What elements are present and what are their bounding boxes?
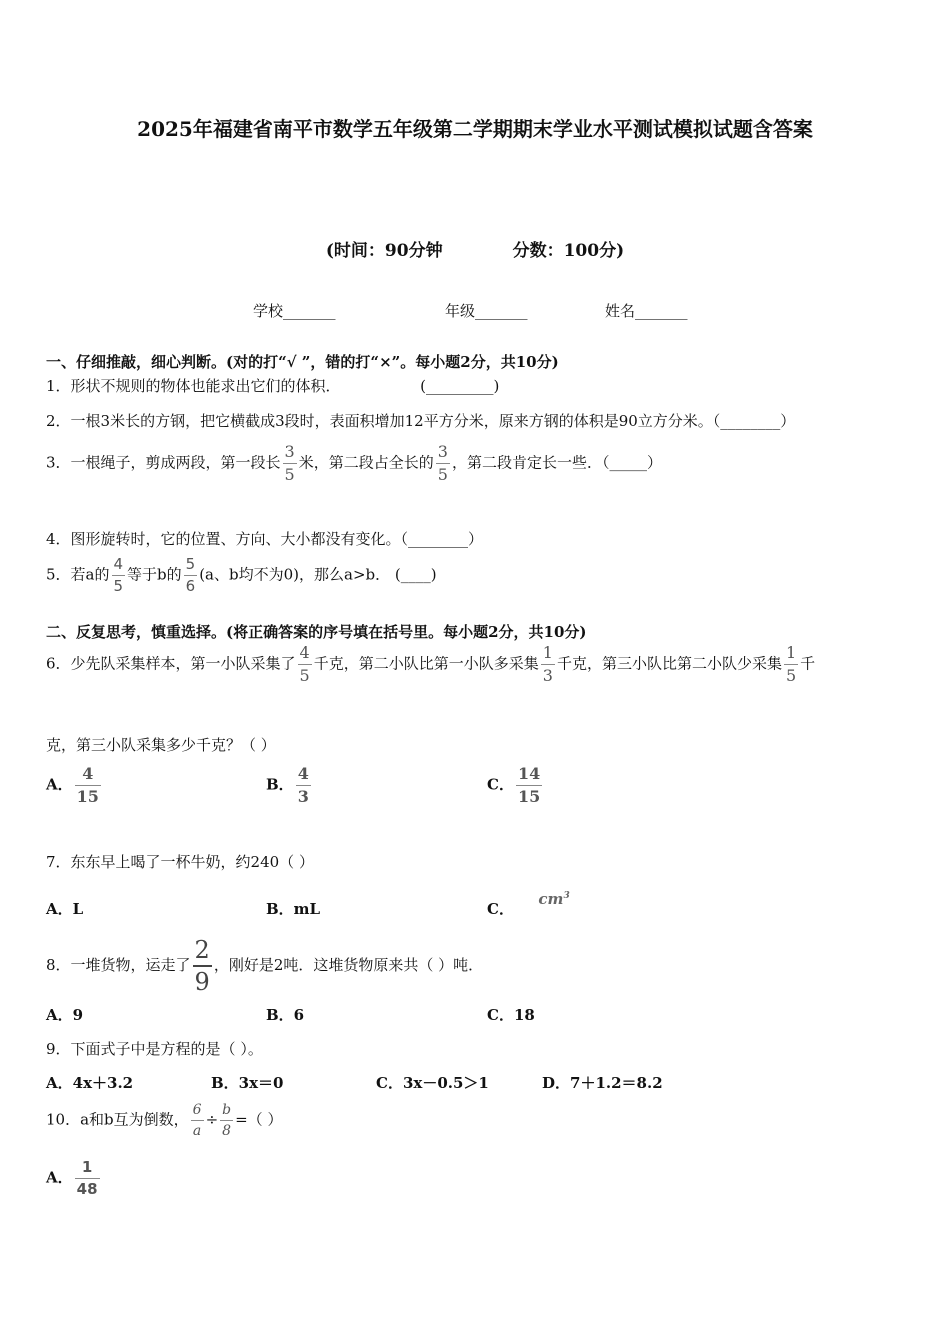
question-4: 4．图形旋转时，它的位置、方向、大小都没有变化。（________） — [46, 530, 484, 548]
option-a[interactable]: A． $\frac{1}{48}$ — [46, 1158, 98, 1198]
exam-subtitle — [0, 236, 950, 261]
fraction: $\frac{1}{5}$ — [785, 643, 797, 685]
fraction: $\frac{2}{9}$ — [194, 936, 210, 996]
fraction: $\frac{3}{5}$ — [437, 442, 448, 484]
option-b[interactable]: B．mL — [266, 900, 321, 918]
fraction: $\frac{3}{5}$ — [284, 442, 295, 484]
fraction: $\frac{5}{6}$ — [185, 555, 196, 595]
grade-field: 年级_______ — [445, 302, 528, 320]
question-10-post: =（ ） — [235, 1110, 283, 1129]
option-c[interactable]: C． $cm^3$ — [487, 890, 570, 918]
question-9: 9．下面式子中是方程的是（ ）。 — [46, 1040, 263, 1058]
question-6-post: 千 — [800, 654, 816, 673]
question-5-pre: 5．若a的 — [46, 565, 110, 584]
option-b[interactable]: B．6 — [266, 1006, 305, 1024]
fraction: $\frac{4}{5}$ — [113, 555, 124, 595]
question-2: 2．一根3米长的方钢，把它横截成3段时，表面积增加12平方分米，原来方钢的体积是90立方分米。（________） — [46, 412, 796, 430]
question-10 — [46, 1103, 282, 1138]
option-c[interactable]: C． $\frac{14}{15}$ — [487, 764, 541, 806]
option-b[interactable]: B． $\frac{4}{3}$ — [266, 764, 309, 806]
fraction: $\frac{6}{a}$ — [192, 1102, 202, 1139]
question-5-post: (a、b均不为0)，那么a>b． (____) — [199, 565, 437, 584]
option-a[interactable]: A． $\frac{4}{15}$ — [46, 764, 99, 806]
name-field: 姓名_______ — [605, 302, 688, 320]
division-sign: ÷ — [205, 1110, 219, 1129]
option-c[interactable]: C．3x－0.5＞1 — [376, 1074, 489, 1092]
section-1-heading: 一、仔细推敲，细心判断。(对的打“√ ”，错的打“×”。每小题2分，共10分) — [46, 353, 559, 371]
fraction: $\frac{4}{3}$ — [297, 764, 309, 806]
question-1-text: 1．形状不规则的物体也能求出它们的体积． — [46, 377, 341, 395]
question-6-mid1: 千克，第二小队比第一小队多采集 — [313, 654, 539, 673]
fraction: $\frac{4}{15}$ — [76, 764, 99, 806]
page-title: 2025年福建省南平市数学五年级第二学期期末学业水平测试模拟试题含答案 — [137, 117, 813, 141]
question-8-pre: 8．一堆货物，运走了 — [46, 956, 191, 974]
exam-time: (时间：90分钟 — [325, 241, 443, 261]
option-a[interactable]: A．L — [46, 900, 84, 918]
question-8-post: ，刚好是2吨．这堆货物原来共（ ）吨． — [213, 956, 484, 974]
question-5 — [46, 557, 437, 594]
question-3-pre: 3．一根绳子，剪成两段，第一段长 — [46, 453, 281, 472]
school-field: 学校_______ — [253, 302, 336, 320]
fraction: $\frac{b}{8}$ — [222, 1102, 232, 1139]
question-3 — [46, 444, 662, 483]
question-3-post: ，第二段肯定长一些．（_____） — [451, 453, 662, 472]
question-6-mid2: 千克，第三小队比第二小队少采集 — [556, 654, 782, 673]
question-1 — [46, 375, 499, 396]
option-a[interactable]: A．9 — [46, 1006, 84, 1024]
option-b[interactable]: B．3x＝0 — [211, 1074, 284, 1092]
question-1-blank: (_________) — [420, 377, 500, 395]
exam-score: 分数：100分) — [512, 241, 625, 261]
question-6-line2: 克，第三小队采集多少千克？（ ） — [46, 736, 276, 754]
option-c[interactable]: C．18 — [487, 1006, 535, 1024]
question-8 — [46, 938, 483, 994]
unit-cm3: $cm^3$ — [538, 890, 570, 908]
fraction: $\frac{1}{3}$ — [542, 643, 553, 685]
question-6-pre: 6．少先队采集样本，第一小队采集了 — [46, 654, 296, 673]
question-10-pre: 10．a和b互为倒数， — [46, 1110, 189, 1129]
fraction: $\frac{1}{48}$ — [76, 1158, 98, 1198]
section-2-heading: 二、反复思考，慎重选择。(将正确答案的序号填在括号里。每小题2分，共10分) — [46, 623, 587, 641]
question-7: 7．东东早上喝了一杯牛奶，约240（ ） — [46, 853, 314, 871]
fraction: $\frac{4}{5}$ — [299, 643, 310, 685]
question-6 — [46, 645, 815, 684]
option-d[interactable]: D．7＋1.2＝8.2 — [542, 1074, 663, 1092]
question-3-mid: 米，第二段占全长的 — [298, 453, 434, 472]
question-5-mid: 等于b的 — [127, 565, 182, 584]
fraction: $\frac{14}{15}$ — [517, 764, 541, 806]
option-a[interactable]: A．4x＋3.2 — [46, 1074, 134, 1092]
